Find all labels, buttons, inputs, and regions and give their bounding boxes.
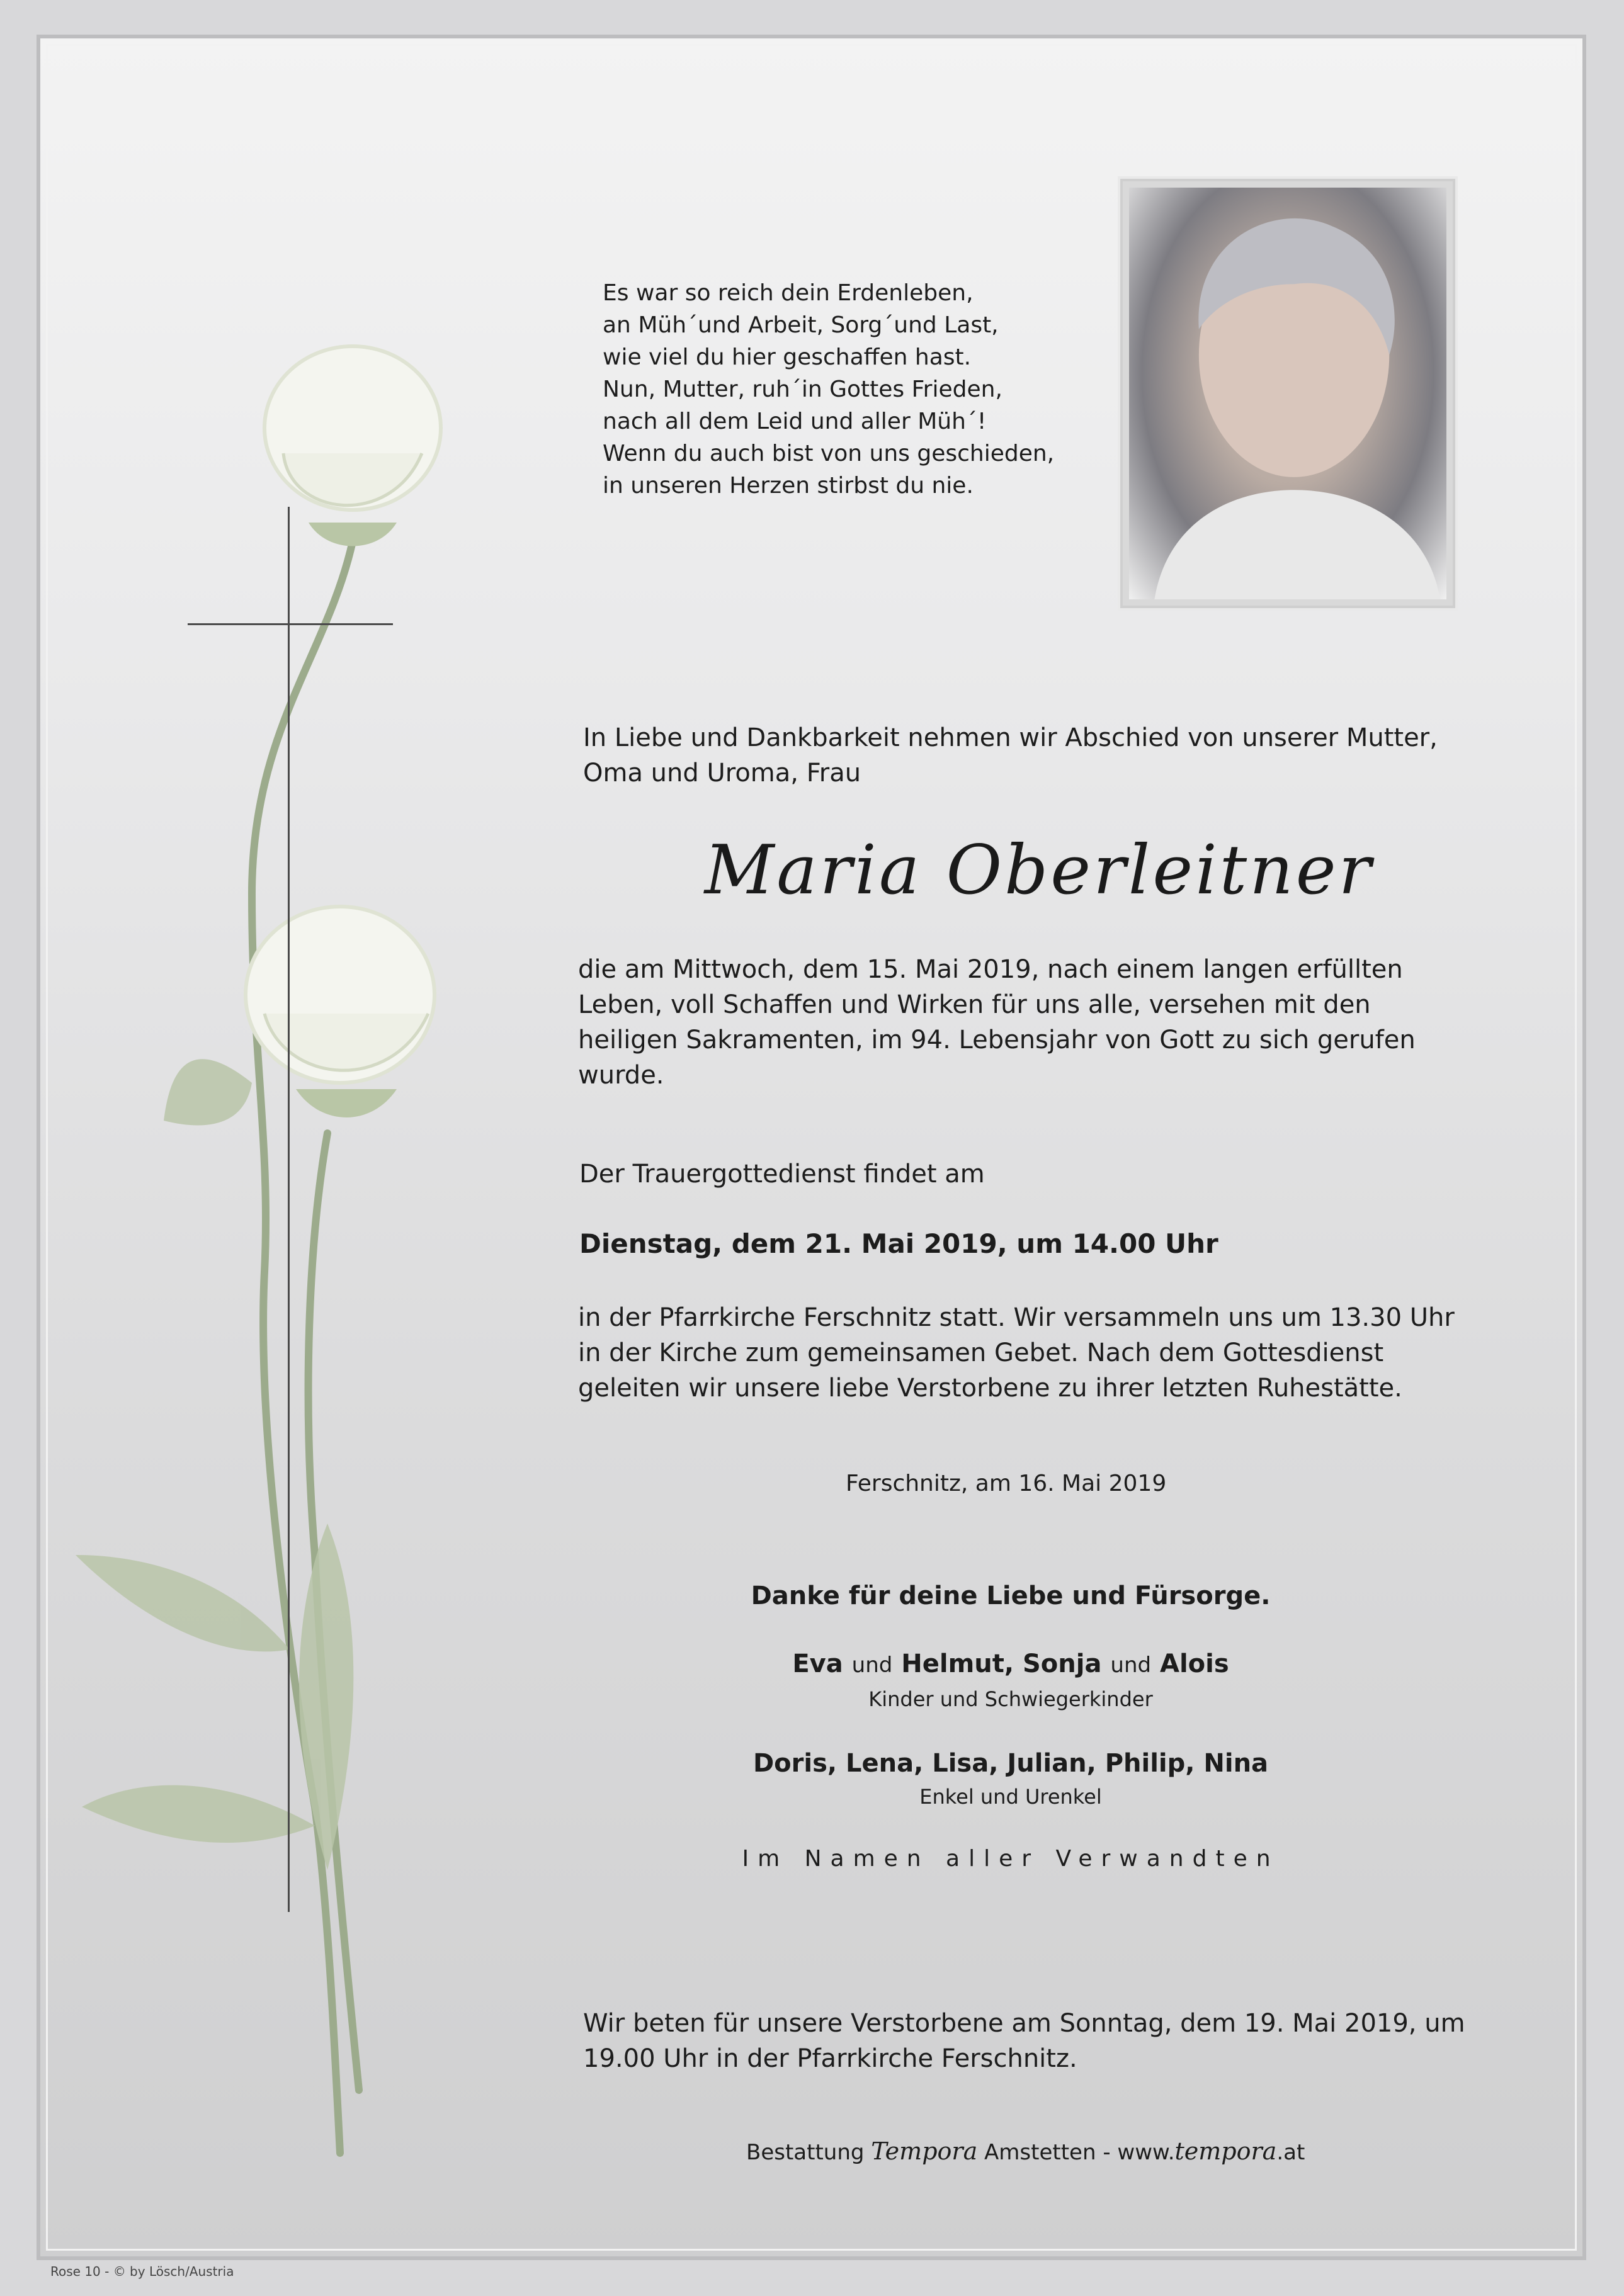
prayer-text: Wir beten für unsere Verstorbene am Sonntag, dem 19. Mai 2019, um 19.00 Uhr in der Pfarrkirche Ferschnitz. (583, 2009, 1465, 2073)
footer-city: Amstetten - www. (984, 2140, 1175, 2165)
cross-vertical (288, 507, 290, 1912)
poem: Es war so reich dein Erdenleben, an Müh´und Arbeit, Sorg´und Last, wie viel du hier geschaffen hast. Nun, Mutter, ruh´in Gottes Frieden, nach all dem Leid und aller Müh´! Wenn du auch bist von uns geschieden, in unseren Herzen stirbst du nie. (603, 280, 1055, 499)
family-grandchildren: Doris, Lena, Lisa, Julian, Philip, Nina (752, 1749, 1269, 1778)
deceased-name: Maria Oberleitner (704, 831, 1374, 910)
thanks-line: Danke für deine Liebe und Fürsorge. (751, 1581, 1271, 1610)
relatives-line: Im Namen aller Verwandten (742, 1846, 1280, 1872)
family-name-eva: Eva (792, 1649, 843, 1678)
family-name-helmut-sonja: Helmut, Sonja (901, 1649, 1102, 1678)
family-grandchildren-role: Enkel und Urenkel (919, 1785, 1102, 1809)
family-children-role: Kinder und Schwiegerkinder (868, 1687, 1153, 1711)
portrait-figure (1129, 188, 1446, 599)
copyright-note: Rose 10 - © by Lösch/Austria (50, 2264, 234, 2279)
footer-prefix: Bestattung (746, 2140, 865, 2165)
portrait-photo (1118, 176, 1458, 611)
family-name-alois: Alois (1160, 1649, 1229, 1678)
service-detail: in der Pfarrkirche Ferschnitz statt. Wir versammeln uns um 13.30 Uhr in der Kirche zum gemeinsamen Gebet. Nach dem Gottesdienst geleiten wir unsere liebe Verstorbene zu ihrer letzten Ruhestätte. (578, 1303, 1455, 1403)
service-intro: Der Trauergottedienst findet am (579, 1160, 985, 1189)
portrait-image (1129, 188, 1446, 599)
footer-tld: .at (1276, 2140, 1305, 2165)
death-text: die am Mittwoch, dem 15. Mai 2019, nach einem langen erfüllten Leben, voll Schaffen und Wirken für uns alle, versehen mit den heiligen Sakramenten, im 94. Lebensjahr von Gott zu sich gerufen wurde. (578, 955, 1416, 1090)
cross-horizontal (188, 623, 393, 625)
und-connector: und (851, 1653, 893, 1678)
brand-logo-text: Tempora (871, 2137, 978, 2165)
service-date: Dienstag, dem 21. Mai 2019, um 14.00 Uhr (579, 1228, 1218, 1259)
intro-text: In Liebe und Dankbarkeit nehmen wir Abschied von unserer Mutter, Oma und Uroma, Frau (583, 723, 1438, 788)
place-date: Ferschnitz, am 16. Mai 2019 (846, 1471, 1167, 1496)
family-children (611, 1649, 1411, 1678)
funeral-home-footer (746, 2137, 1305, 2165)
brand-url: tempora (1174, 2137, 1277, 2165)
rose-illustration (63, 327, 491, 2216)
und-connector: und (1110, 1653, 1152, 1678)
